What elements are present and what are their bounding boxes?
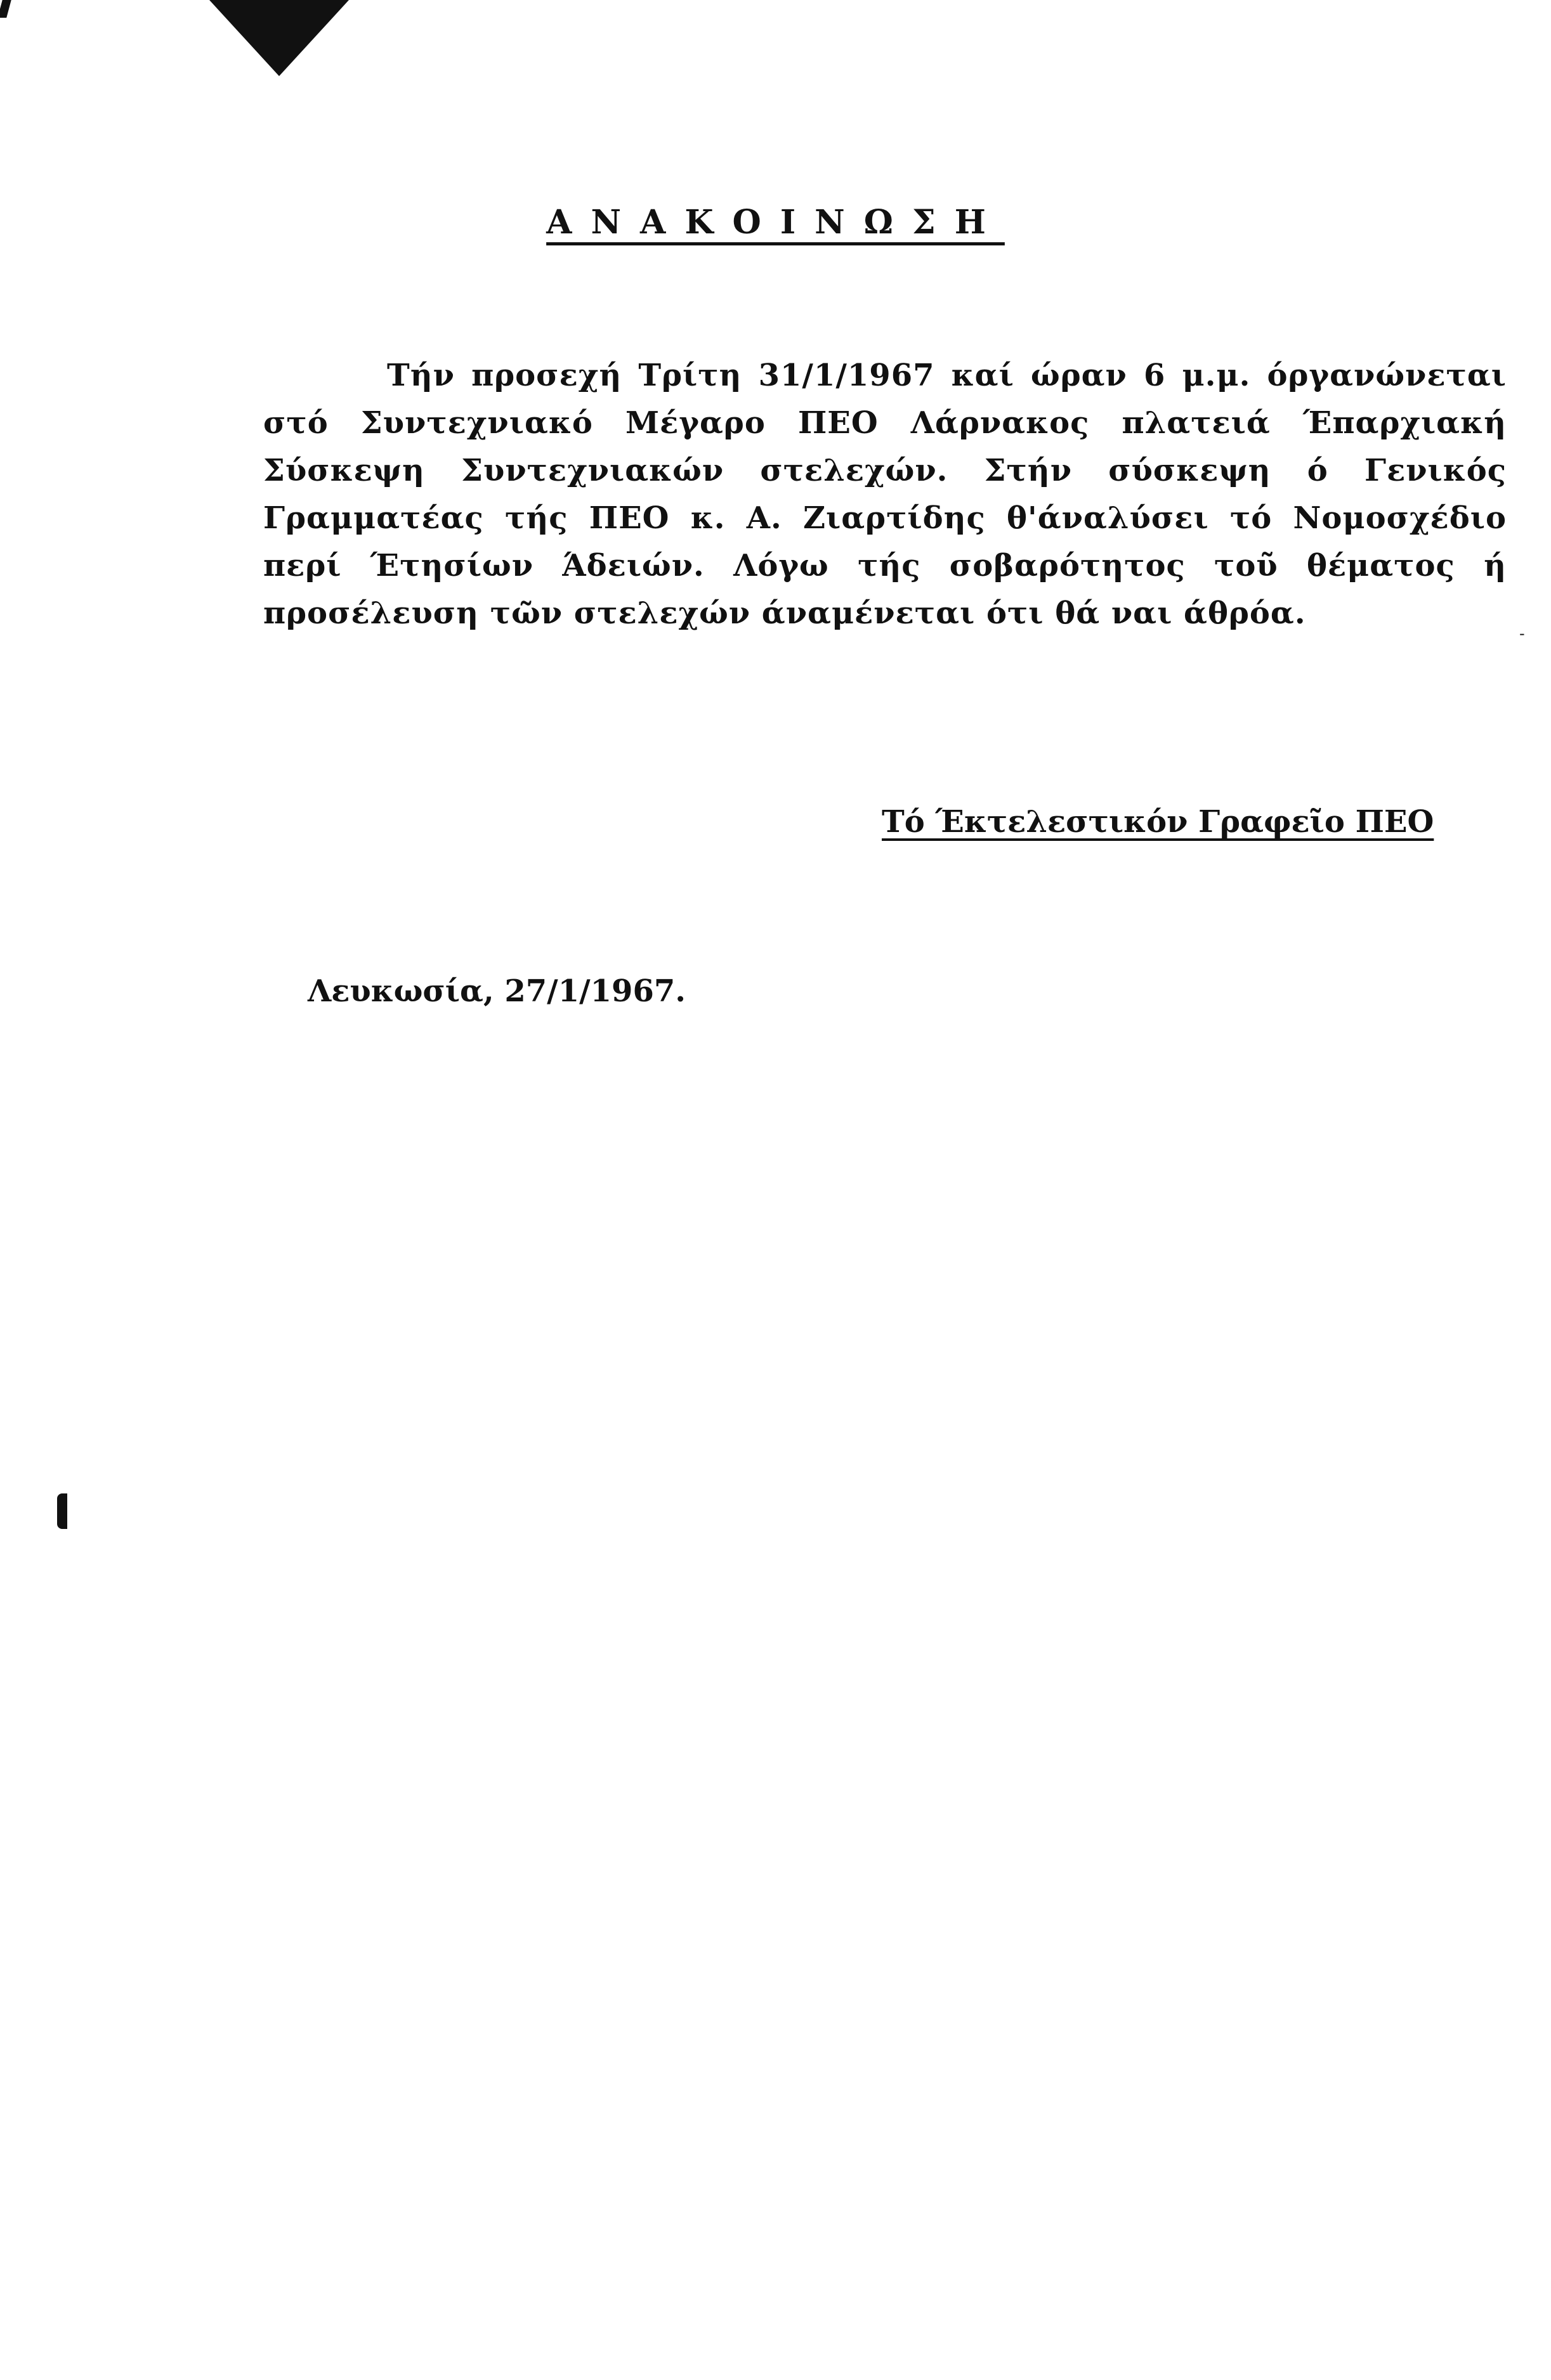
scan-corner-mark — [0, 0, 11, 18]
scan-margin-mark — [57, 1493, 67, 1529]
scan-stamp-mark — [209, 0, 349, 76]
scan-edge-tick: - — [1519, 625, 1525, 642]
place-date-line: Λευκωσία, 27/1/1967. — [308, 973, 686, 1009]
signature-line: Τό Έκτελεστικόν Γραφεῖο ΠΕΟ — [882, 804, 1434, 840]
announcement-body: Τήν προσεχή Τρίτη 31/1/1967 καί ώραν 6 μ.μ. όργανώνεται στό Συντεχνιακό Μέγαρο ΠΕΟ Λάρνακος πλατειά Έπαρχιακή Σύσκεψη Συντεχνιακών στελεχών. Στήν σύσκεψη ό Γενικός Γραμματέας τής ΠΕΟ κ. Α. Ζιαρτίδης θ'άναλύσει τό Νομοσχέδιο περί Έτησίων Άδειών. Λόγω τής σοβαρότητος τοῦ θέματος ή προσέλευση τῶν στελεχών άναμένεται ότι θά ναι άθρόα. — [263, 358, 1507, 631]
document-title: ΑΝΑΚΟΙΝΩΣΗ — [546, 203, 1005, 242]
